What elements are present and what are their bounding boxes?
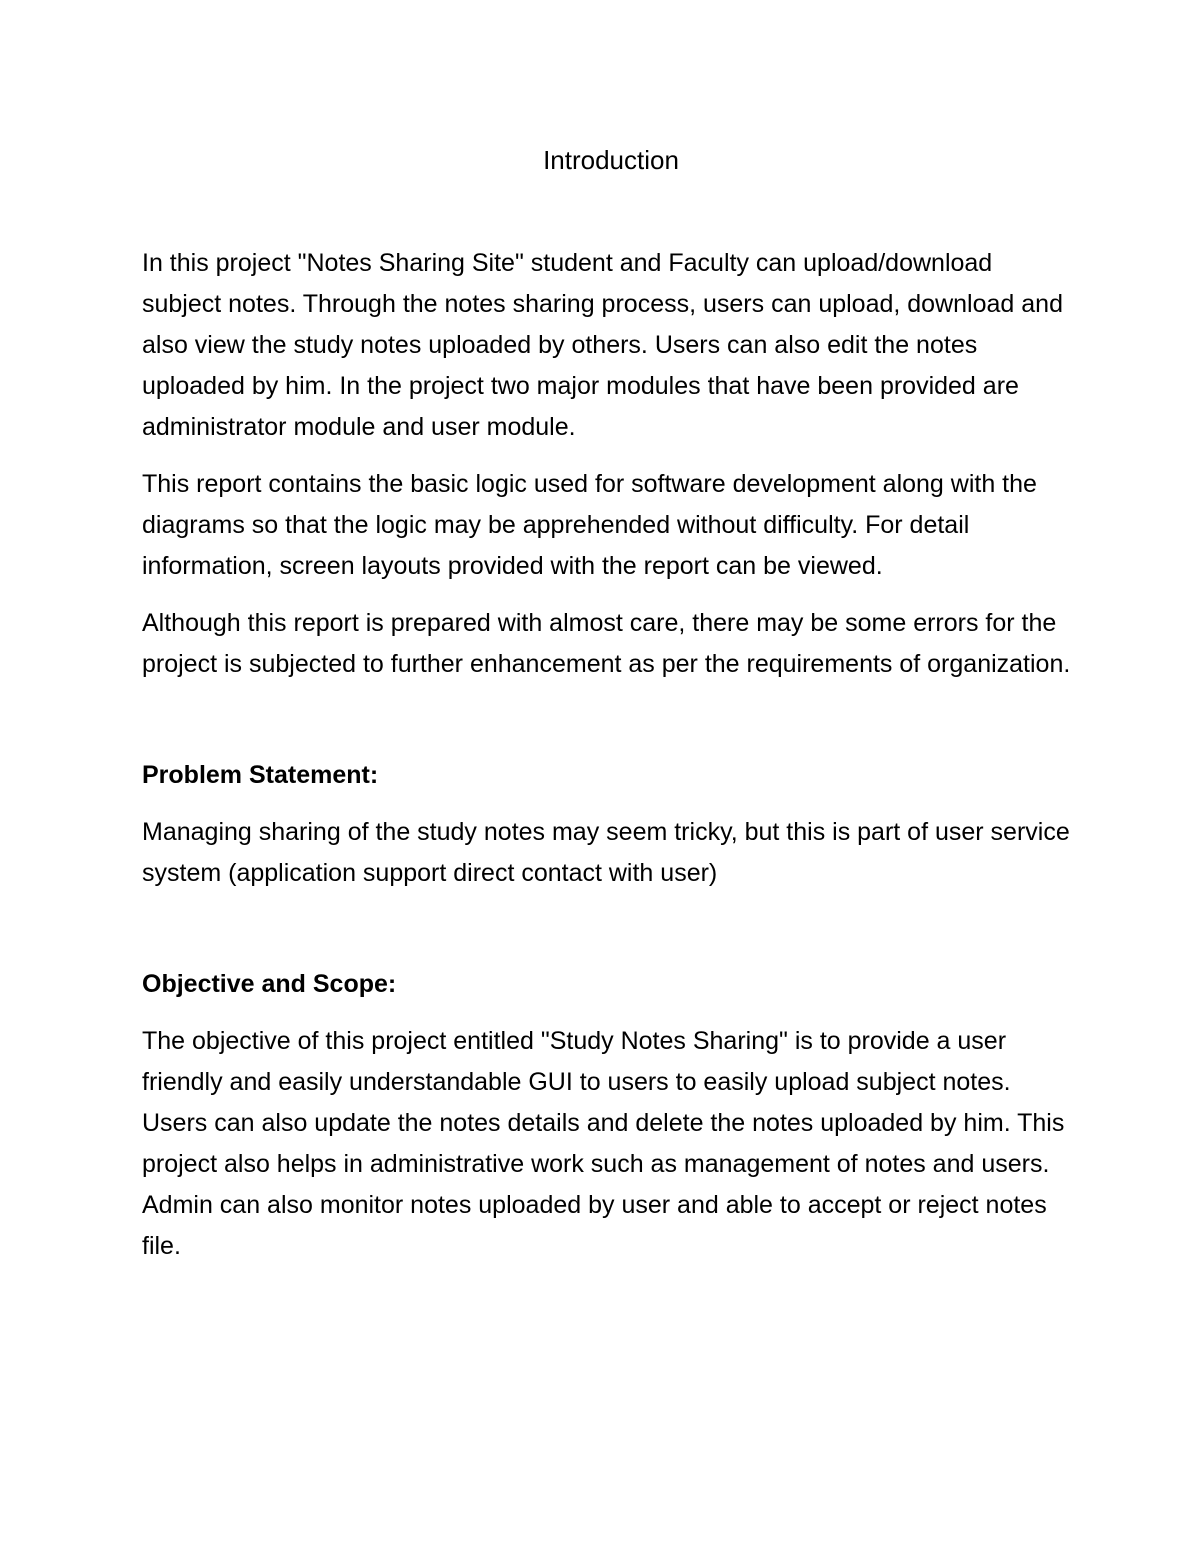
intro-paragraph-2: This report contains the basic logic used for software development along with the diagrams so that the logic may be apprehended without difficulty. For detail information, screen layouts provided with the report can be viewed. (142, 470, 1037, 580)
objective-scope-text: The objective of this project entitled "Study Notes Sharing" is to provide a user friendly and easily understandable GUI to users to easily upload subject notes. Users can also update the notes details and delete the notes uploaded by him. This project also helps in administrative work such as management of notes and users. Admin can also monitor notes uploaded by user and able to accept or reject notes file. (142, 1027, 1065, 1260)
intro-paragraph-1: In this project "Notes Sharing Site" student and Faculty can upload/download subject notes. Through the notes sharing process, users can upload, download and also view the study notes uploaded by others. Users can also edit the notes uploaded by him. In the project two major modules that have been provided are administrator module and user module. (142, 249, 1063, 441)
objective-scope-heading: Objective and Scope: (142, 970, 397, 998)
intro-paragraph-3: Although this report is prepared with almost care, there may be some errors for the project is subjected to further enhancement as per the requirements of organization. (142, 609, 1071, 678)
problem-statement-text: Managing sharing of the study notes may seem tricky, but this is part of user service system (application support direct contact with user) (142, 818, 1070, 887)
problem-statement-heading: Problem Statement: (142, 761, 379, 789)
document-content (142, 140, 1072, 1283)
page-title: Introduction (543, 145, 679, 175)
